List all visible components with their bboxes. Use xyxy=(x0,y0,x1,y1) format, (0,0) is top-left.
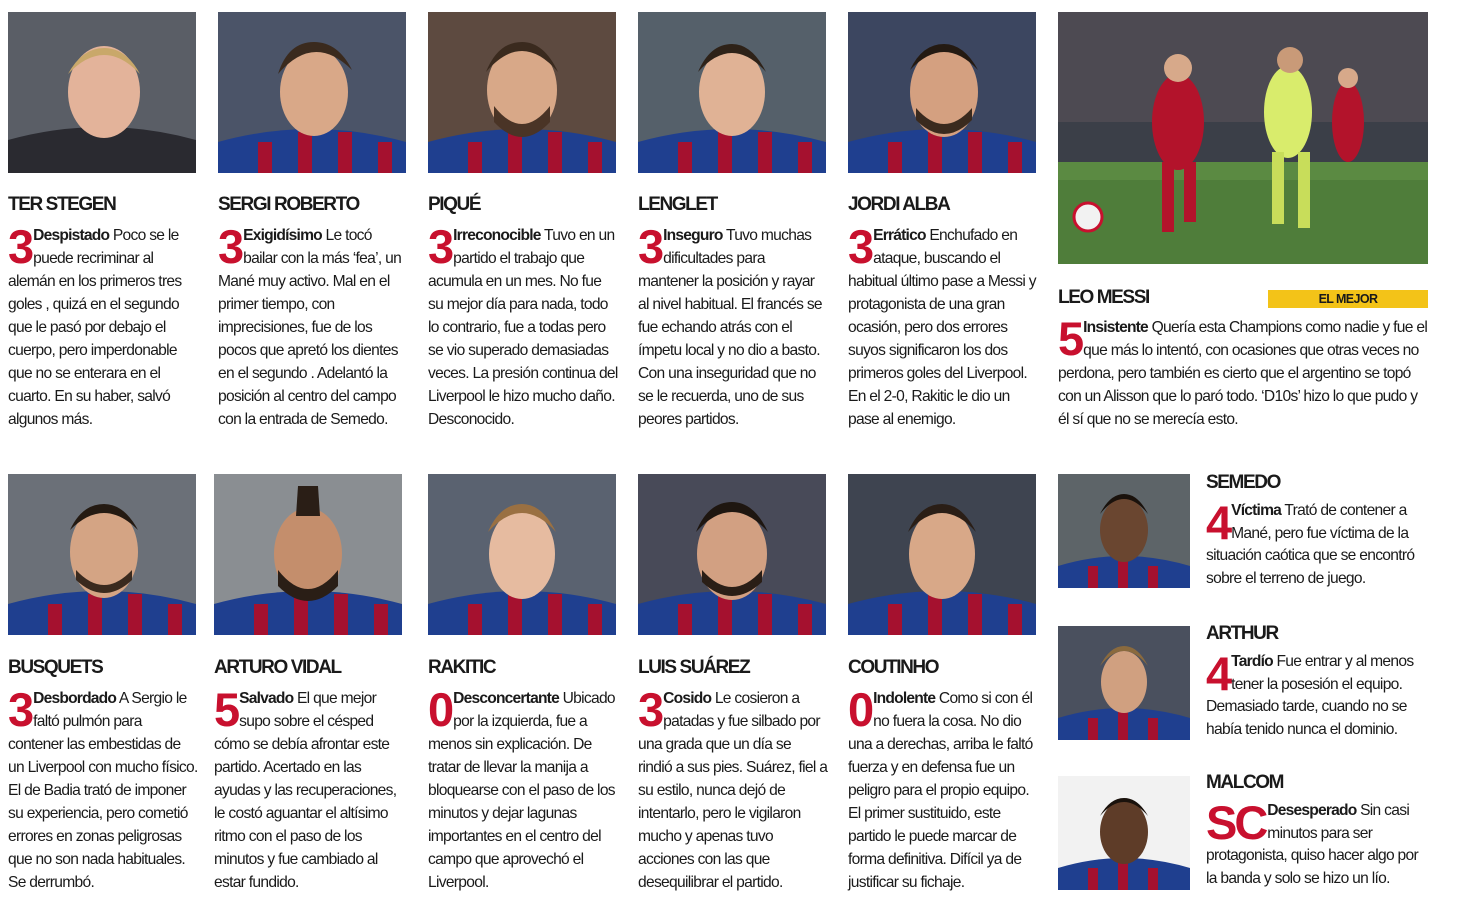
player-score: 0 xyxy=(848,683,872,736)
player-comment: Le tocó bailar con la más ‘fea’, un Mané muy activo. Mal en el primer tiempo, con imprecisiones, fue de los pocos que apretó los dientes en el segundo . Adelantó la posición al centro del campo con la entrada de Semedo. xyxy=(218,227,402,428)
player-comment: Tuvo en un partido el trabajo que acumula en un mes. No fue su mejor día para nada, todo lo contrario, fue a todas pero se vio superado demasiadas veces. La presión continua del Liverpool le hizo mucho daño. Desconocido. xyxy=(428,227,618,428)
player-name: JORDI ALBA xyxy=(848,194,950,215)
player-photo-coutinho xyxy=(848,474,1036,635)
player-review xyxy=(8,683,198,894)
player-photo-pique xyxy=(428,12,616,173)
player-review xyxy=(848,683,1038,894)
player-name: SERGI ROBERTO xyxy=(218,194,359,215)
player-score: 3 xyxy=(428,220,452,273)
player-photo-rakitic xyxy=(428,474,616,635)
player-score: 3 xyxy=(218,220,242,273)
player-verdict: Tardío xyxy=(1231,653,1273,670)
player-score: 3 xyxy=(638,220,662,273)
player-photo-sergi-roberto xyxy=(218,12,406,173)
player-name: ARTHUR xyxy=(1206,623,1278,644)
player-comment: Sin casi minutos para ser protagonista, quiso hacer algo por la banda y solo se hizo un lío. xyxy=(1206,802,1418,887)
player-score: 3 xyxy=(8,683,32,736)
player-verdict: Errático xyxy=(873,227,926,244)
player-verdict: Insistente xyxy=(1083,319,1148,336)
player-verdict: Cosido xyxy=(663,690,712,707)
player-photo-semedo xyxy=(1058,474,1190,588)
player-comment: Le cosieron a patadas y fue silbado por una grada que un día se rindió a sus pies. Suárez, fiel a su estilo, nunca dejó de intentarlo, pero le vigilaron mucho y apenas tuvo acciones con las que desequilibrar el partido. xyxy=(638,690,828,891)
player-name: BUSQUETS xyxy=(8,657,103,678)
player-review xyxy=(218,220,408,431)
player-verdict: Salvado xyxy=(239,690,294,707)
player-comment: A Sergio le faltó pulmón para contener las embestidas de un Liverpool con mucho físico. El de Badia trató de imponer su experiencia, pero cometió errores en zonas peligrosas que no son nada habituales. Se derrumbó. xyxy=(8,690,198,891)
player-verdict: Víctima xyxy=(1231,502,1282,519)
player-verdict: Desbordado xyxy=(33,690,117,707)
player-name: ARTURO VIDAL xyxy=(214,657,341,678)
player-name: TER STEGEN xyxy=(8,194,116,215)
player-review xyxy=(848,220,1038,431)
player-photo-lenglet xyxy=(638,12,826,173)
player-comment: Trató de contener a Mané, pero fue víctima de la situación caótica que se encontró sobre el terreno de juego. xyxy=(1206,502,1415,587)
player-verdict: Inseguro xyxy=(663,227,723,244)
player-name: PIQUÉ xyxy=(428,194,481,215)
player-verdict: Despistado xyxy=(33,227,110,244)
player-photo-arthur xyxy=(1058,626,1190,740)
player-name: LEO MESSI xyxy=(1058,287,1149,308)
player-score: 3 xyxy=(8,220,32,273)
player-review xyxy=(1058,312,1430,431)
player-review xyxy=(1206,496,1430,590)
player-score: 3 xyxy=(848,220,872,273)
player-score: 0 xyxy=(428,683,452,736)
player-comment: Quería esta Champions como nadie y fue el que más lo intentó, con ocasiones que otras veces no perdona, pero también es cierto que el argentino se topó con un Alisson que lo paró todo. ‘D10s’ hizo lo que pudo y él sí que no se merecía esto. xyxy=(1058,319,1428,428)
player-photo-busquets xyxy=(8,474,196,635)
player-name: LUIS SUÁREZ xyxy=(638,657,750,678)
player-comment: Como si con él no fuera la cosa. No dio una a derechas, arriba le faltó fuerza y en defensa fue un peligro para el propio equipo. El primer sustituido, este partido le puede marcar de forma definitiva. Difícil ya de justificar su fichaje. xyxy=(848,690,1033,891)
player-photo-malcom xyxy=(1058,776,1190,890)
player-verdict: Desconcertante xyxy=(453,690,559,707)
player-score: SC xyxy=(1206,796,1266,849)
player-name: COUTINHO xyxy=(848,657,939,678)
player-verdict: Irreconocible xyxy=(453,227,541,244)
player-review xyxy=(428,683,618,894)
player-review xyxy=(428,220,618,431)
player-review xyxy=(638,220,828,431)
best-player-badge: EL MEJOR xyxy=(1268,290,1428,308)
player-verdict: Exigidísimo xyxy=(243,227,322,244)
player-photo-ter-stegen xyxy=(8,12,196,173)
player-name: SEMEDO xyxy=(1206,472,1280,493)
player-comment: Poco se le puede recriminar al alemán en los primeros tres goles , quizá en el segundo que le pasó por debajo el cuerpo, pero imperdonable que no se enterara en el cuarto. En su haber, salvó algunos más. xyxy=(8,227,182,428)
player-comment: Enchufado en ataque, buscando el habitual último pase a Messi y protagonista de una gran ocasión, pero dos errores suyos significaron los dos primeros goles del Liverpool. En el 2-0, Rakitic le dio un pase al enemigo. xyxy=(848,227,1036,428)
player-photo-arturo-vidal xyxy=(214,474,402,635)
player-comment: Ubicado por la izquierda, fue a menos sin explicación. De tratar de llevar la manija a bloquearse con el paso de los minutos y dejar lagunas importantes en el centro del campo que aprovechó el Liverpool. xyxy=(428,690,615,891)
player-verdict: Desesperado xyxy=(1267,802,1357,819)
player-review xyxy=(638,683,828,894)
match-photo-messi xyxy=(1058,12,1428,264)
player-review xyxy=(1206,647,1430,741)
player-score: 3 xyxy=(638,683,662,736)
player-score: 4 xyxy=(1206,647,1230,700)
player-photo-luis-suarez xyxy=(638,474,826,635)
player-comment: El que mejor supo sobre el césped cómo se debía afrontar este partido. Acertado en las ayudas y las recuperaciones, le costó aguantar el altísimo ritmo con el paso de los minutos y fue cambiado al estar fundido. xyxy=(214,690,397,891)
player-score: 5 xyxy=(1058,312,1082,365)
player-name: LENGLET xyxy=(638,194,717,215)
player-comment: Tuvo muchas dificultades para mantener la posición y rayar al nivel habitual. El francés se fue echando atrás con el ímpetu local y no dio a basto. Con una inseguridad que no se le recuerda, uno de sus peores partidos. xyxy=(638,227,822,428)
player-review xyxy=(1206,796,1430,890)
player-name: RAKITIC xyxy=(428,657,496,678)
player-verdict: Indolente xyxy=(873,690,936,707)
player-review xyxy=(214,683,404,894)
player-review xyxy=(8,220,196,431)
player-score: 4 xyxy=(1206,496,1230,549)
player-name: MALCOM xyxy=(1206,772,1284,793)
player-photo-jordi-alba xyxy=(848,12,1036,173)
player-comment: Fue entrar y al menos tener la posesión el equipo. Demasiado tarde, cuando no se había tenido nunca el dominio. xyxy=(1206,653,1414,738)
player-score: 5 xyxy=(214,683,238,736)
